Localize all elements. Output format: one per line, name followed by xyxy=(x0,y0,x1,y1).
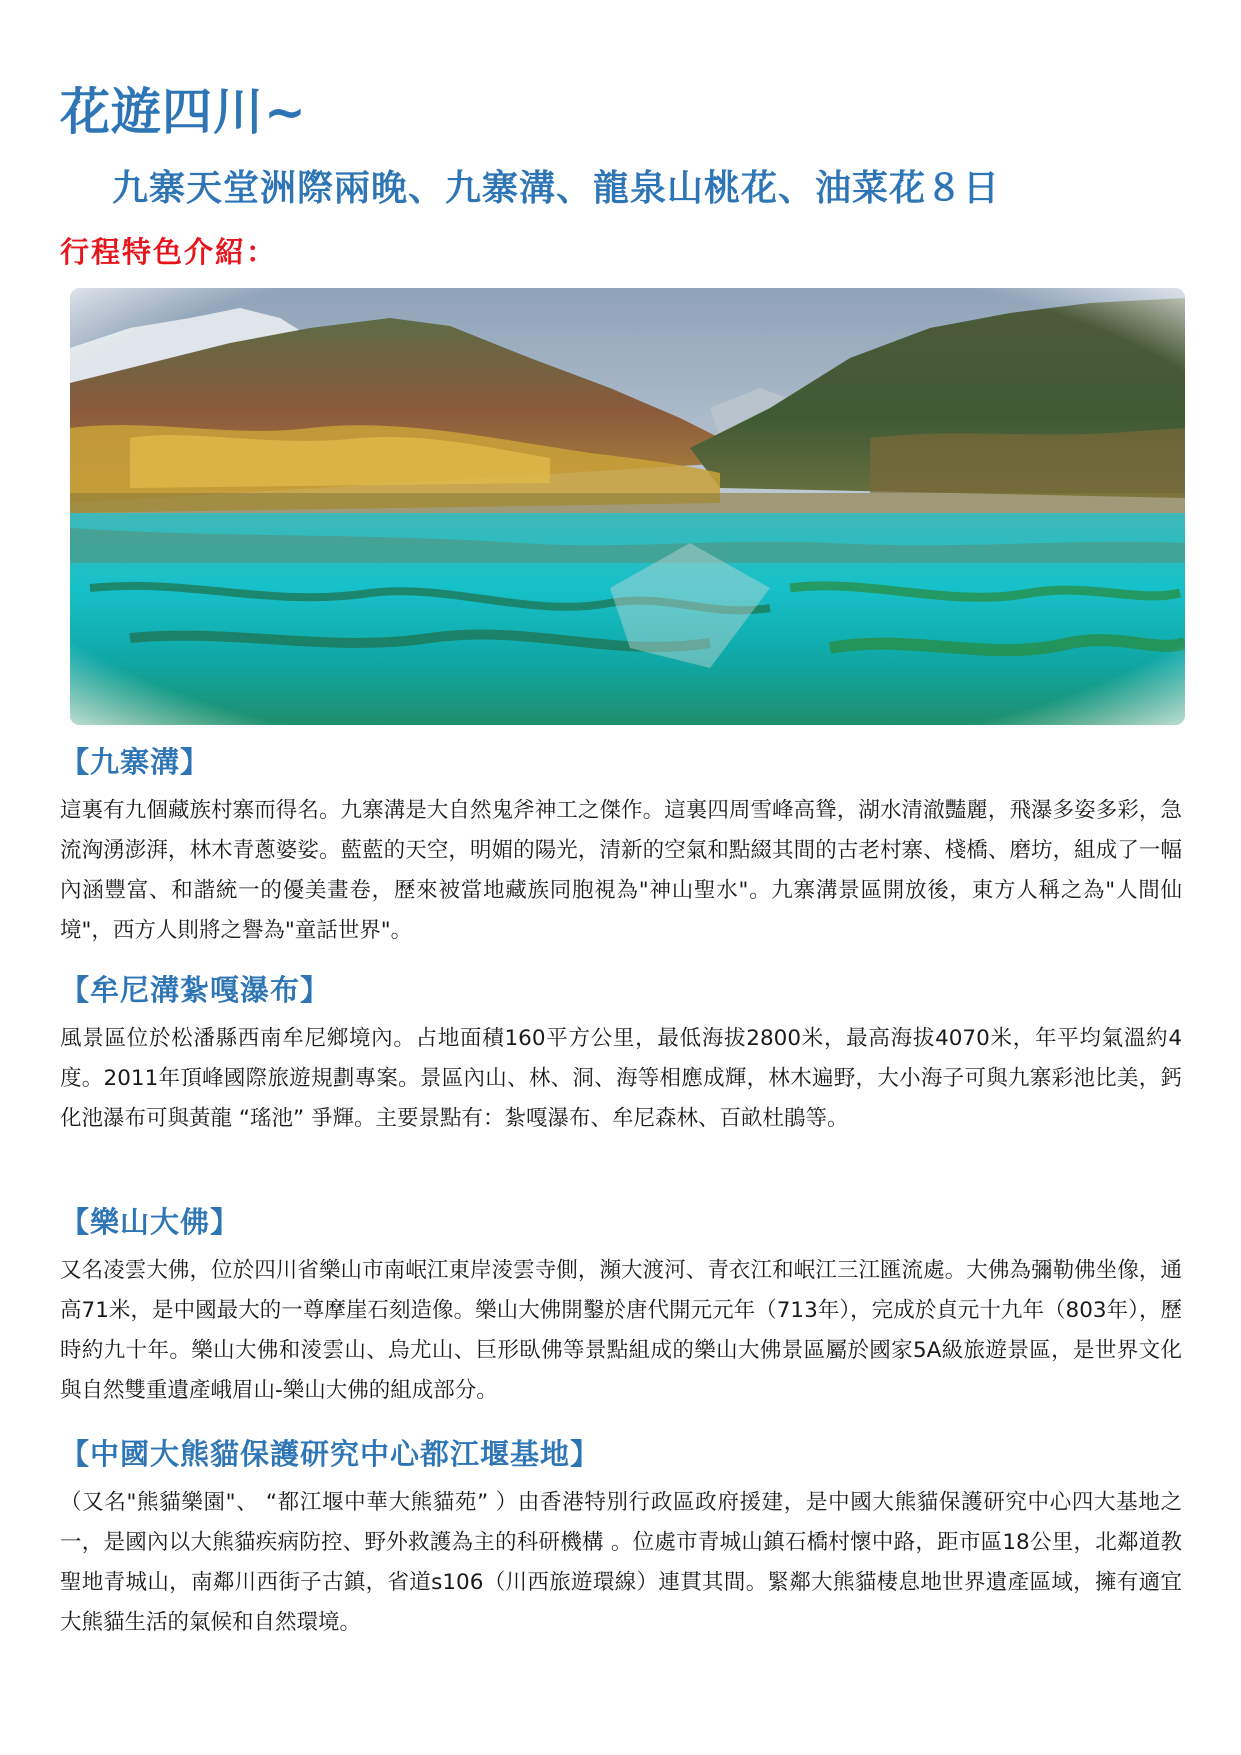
section-body: （又名"熊貓樂園"、 “都江堰中華大熊貓苑” ）由香港特別行政區政府援建，是中國大熊貓保護研究中心四大基地之一，是國內以大熊貓疾病防控、野外救護為主的科研機構 。位處市青城山鎮石橋村懷中路，距市區18公里，北鄰道教聖地青城山，南鄰川西街子古鎮，省道s106（川西旅遊環線）連貫其間。緊鄰大熊貓棲息地世界遺產區域，擁有適宜大熊貓生活的氣候和自然環境。 xyxy=(60,1490,1182,1635)
section-munigou-zhaga-waterfall xyxy=(60,968,1182,1139)
section-heading: 【中國大熊貓保護研究中心都江堰基地】 xyxy=(60,1437,601,1471)
section-heading: 【牟尼溝紮嘎瀑布】 xyxy=(60,973,331,1007)
jiuzhaigou-lake-photo xyxy=(70,288,1185,725)
section-heading: 【九寨溝】 xyxy=(60,745,211,779)
section-heading: 【樂山大佛】 xyxy=(60,1205,241,1239)
section-body: 風景區位於松潘縣西南牟尼鄉境內。占地面積160平方公里，最低海拔2800米，最高海拔4070米，年平均氣溫約4度。2011年頂峰國際旅遊規劃專案。景區內山、林、洞、海等相應成輝，林木遍野，大小海子可與九寨彩池比美，鈣化池瀑布可與黃龍 “瑤池” 爭輝。主要景點有：紮嘎瀑布、牟尼森林、百畝杜鵑等。 xyxy=(60,1026,1182,1131)
section-body: 又名凌雲大佛，位於四川省樂山市南岷江東岸淩雲寺側，瀕大渡河、青衣江和岷江三江匯流處。大佛為彌勒佛坐像，通高71米，是中國最大的一尊摩崖石刻造像。樂山大佛開鑿於唐代開元元年（713年），完成於貞元十九年（803年），歷時約九十年。樂山大佛和淩雲山、烏尤山、巨形臥佛等景點組成的樂山大佛景區屬於國家5A級旅遊景區，是世界文化與自然雙重遺產峨眉山-樂山大佛的組成部分。 xyxy=(60,1258,1182,1403)
section-leshan-giant-buddha xyxy=(60,1200,1182,1411)
section-body: 這裏有九個藏族村寨而得名。九寨溝是大自然鬼斧神工之傑作。這裏四周雪峰高聳，湖水清澈豔麗，飛瀑多姿多彩，急流洶湧澎湃，林木青蔥婆娑。藍藍的天空，明媚的陽光，清新的空氣和點綴其間的古老村寨、棧橋、磨坊，組成了一幅內涵豐富、和諧統一的優美畫卷，歷來被當地藏族同胞視為"神山聖水"。九寨溝景區開放後，東方人稱之為"人間仙境"，西方人則將之譽為"童話世界"。 xyxy=(60,798,1182,943)
features-label: 行程特色介紹： xyxy=(60,235,278,269)
page-subtitle: 九寨天堂洲際兩晚、九寨溝、龍泉山桃花、油菜花８日 xyxy=(112,168,1001,209)
section-panda-base-dujiangyan xyxy=(60,1432,1182,1643)
page-title: 花遊四川~ xyxy=(60,83,307,141)
section-jiuzhaigou xyxy=(60,740,1182,951)
